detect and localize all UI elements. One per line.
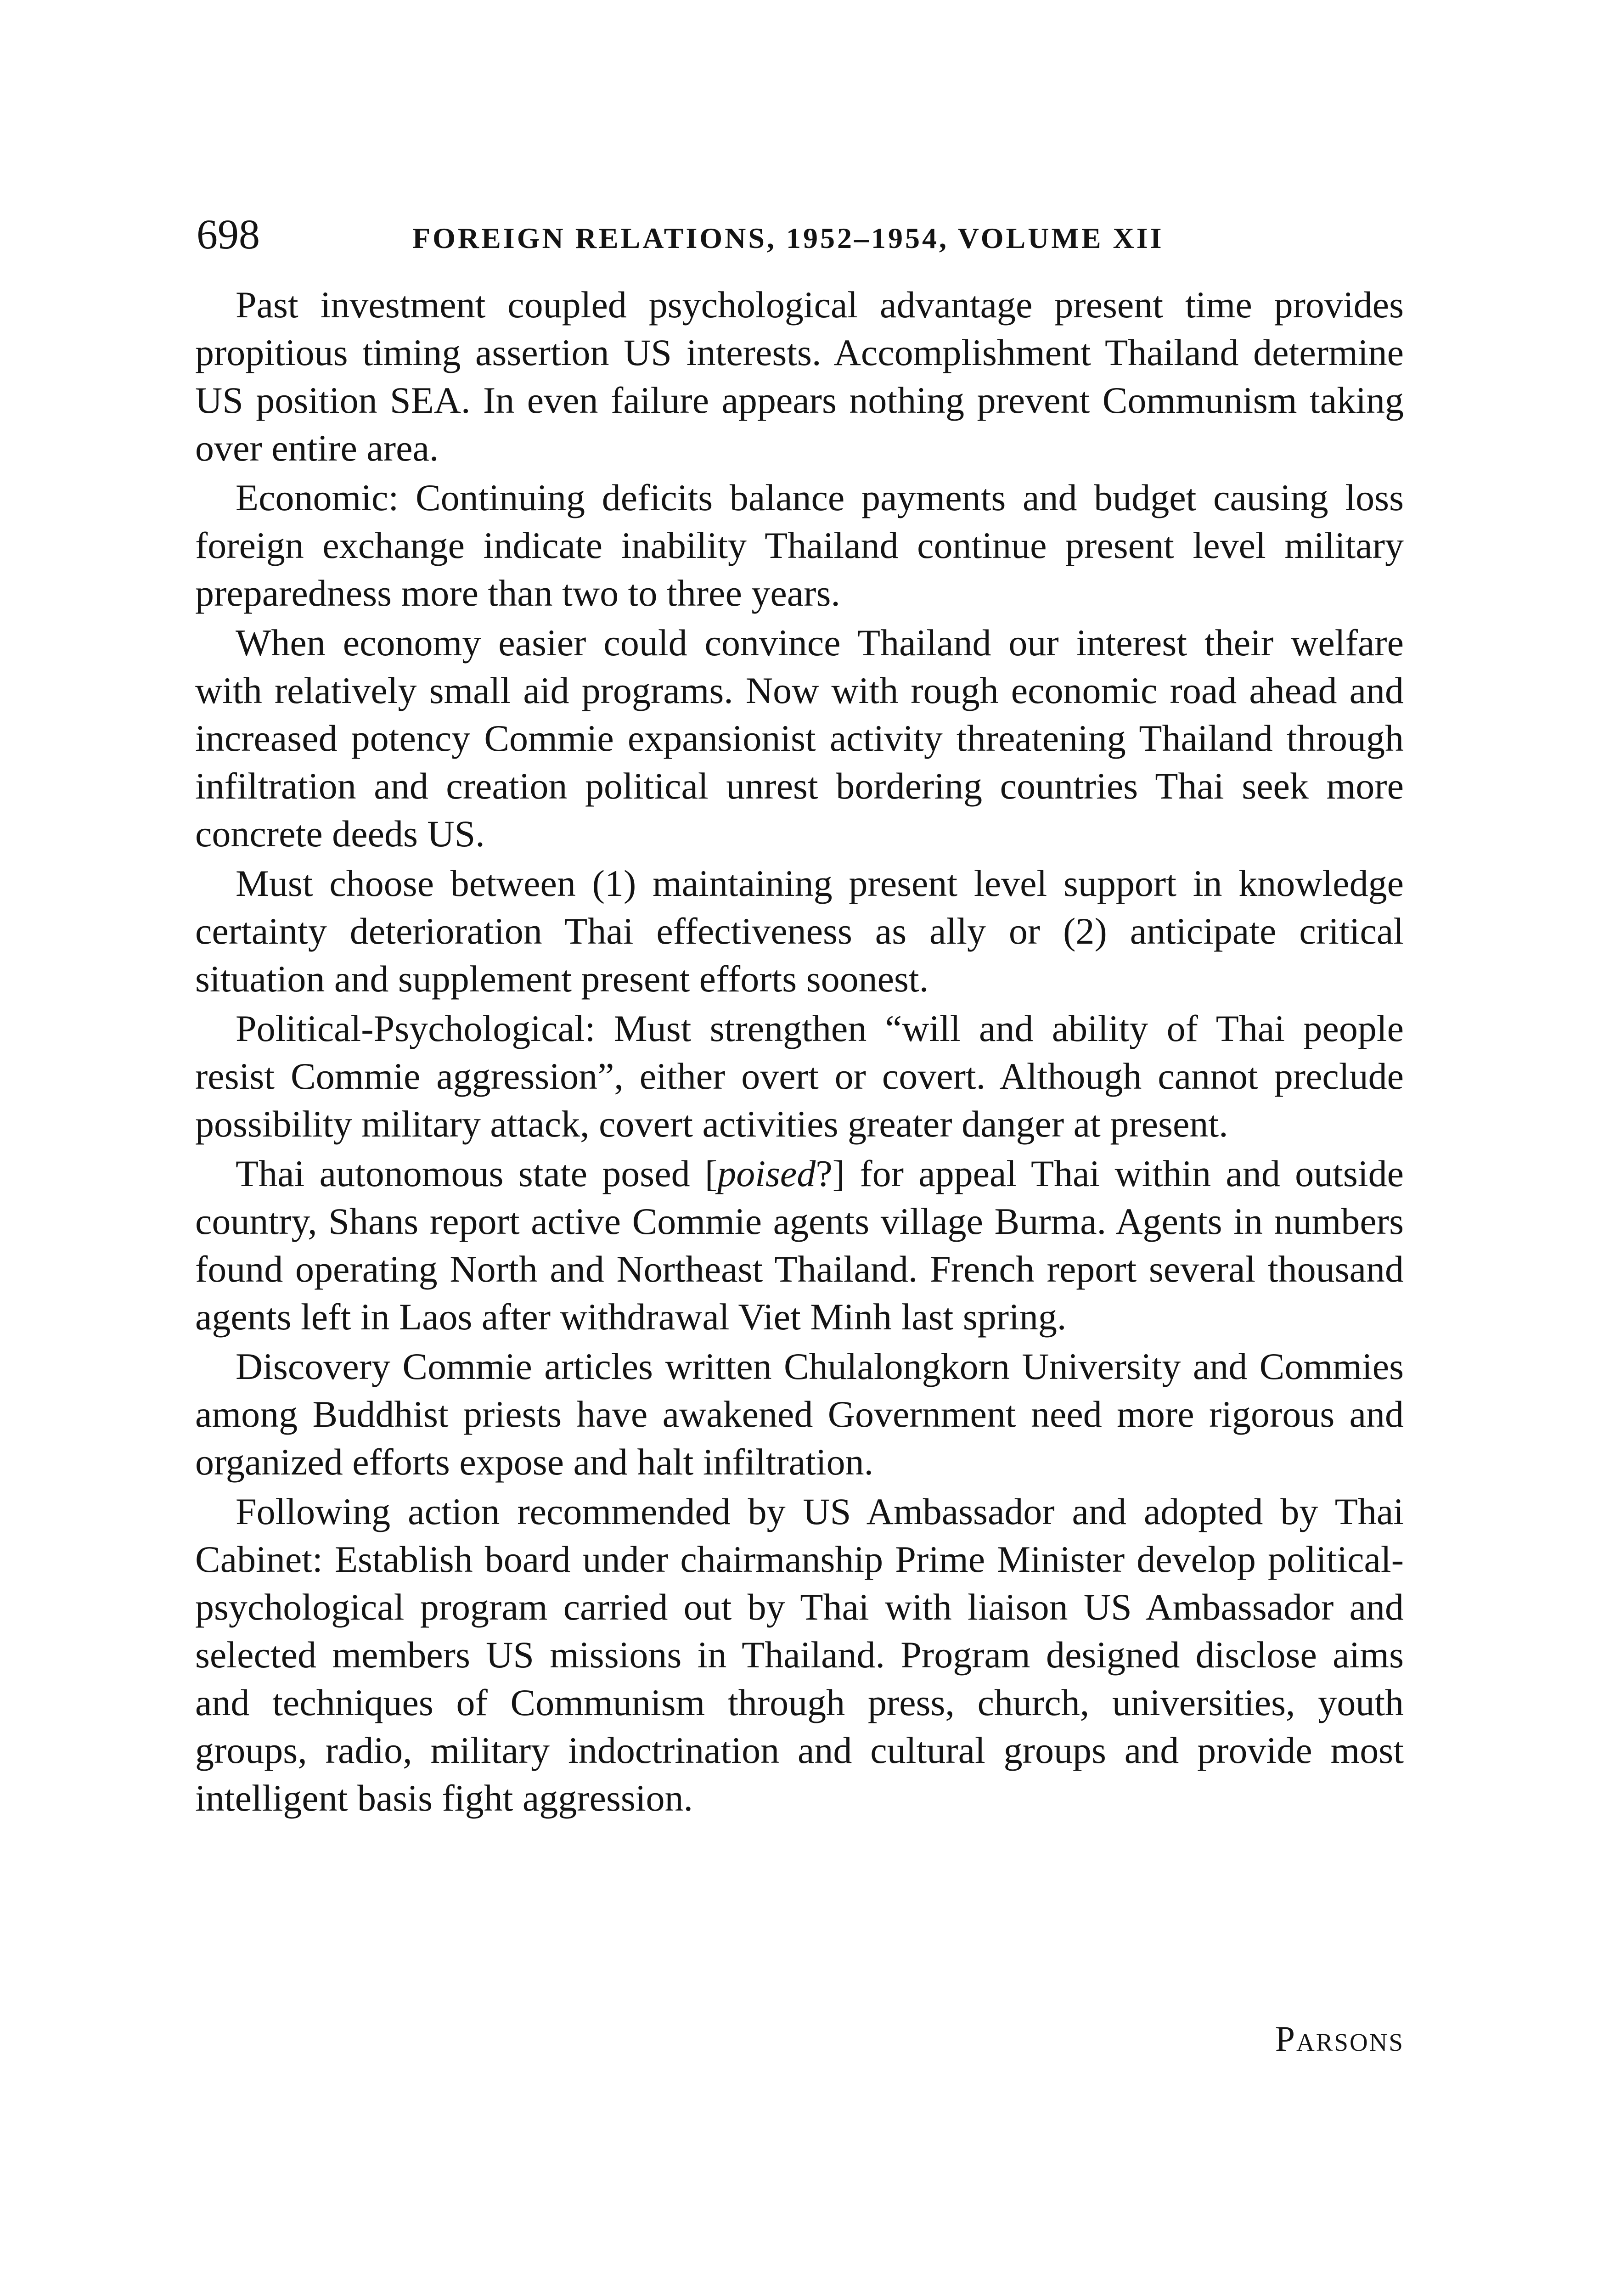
page-number: 698 [197,211,260,258]
paragraph-economy-easier: When economy easier could convince Thailand our interest their welfare with relatively small aid programs. Now with rough economic road ahead and increased potency Commie expansionist activity threatening Thailand through infiltration and creation political unrest bordering countries Thai seek more concrete deeds US. [195,622,1404,855]
signature: Parsons [1275,2019,1404,2059]
running-head: FOREIGN RELATIONS, 1952–1954, VOLUME XII [412,222,1164,254]
paragraph-following-action: Following action recommended by US Ambassador and adopted by Thai Cabinet: Establish board under chairmanship Prime Minister develop political-psychological program carried out by Thai with liaison US Ambassador and selected members US missions in Thailand. Program designed disclose aims and techniques of Communism through press, church, universities, youth groups, radio, military indoctrination and cultural groups and provide most intelligent basis fight aggression. [195,1491,1404,1819]
paragraph-economic: Economic: Continuing deficits balance payments and budget causing loss foreign exchange indicate inability Thailand continue present level military preparedness more than two to three years. [195,477,1404,614]
paragraph-thai-autonomous-state: Thai autonomous state posed [poised?] for appeal Thai within and outside country, Shans report active Commie agents village Burma. Agents in numbers found operating North and Northeast Thailand. French report several thousand agents left in Laos after withdrawal Viet Minh last spring. [195,1153,1404,1338]
paragraph-political-psychological: Political-Psychological: Must strengthen “will and ability of Thai people resist Commie aggression”, either overt or covert. Although cannot preclude possibility military attack, covert activities greater danger at present. [195,1007,1404,1145]
page-header [197,209,1409,259]
document-body [195,281,1404,1824]
paragraph-discovery: Discovery Commie articles written Chulalongkorn University and Commies among Buddhist priests have awakened Government need more rigorous and organized efforts expose and halt infiltration. [195,1345,1404,1483]
paragraph-investment: Past investment coupled psychological advantage present time provides propitious timing assertion US interests. Accomplishment Thailand determine US position SEA. In even failure appears nothing prevent Communism taking over entire area. [195,284,1404,469]
paragraph-must-choose: Must choose between (1) maintaining present level support in knowledge certainty deterioration Thai effectiveness as ally or (2) anticipate critical situation and supplement present efforts soonest. [195,862,1404,1000]
